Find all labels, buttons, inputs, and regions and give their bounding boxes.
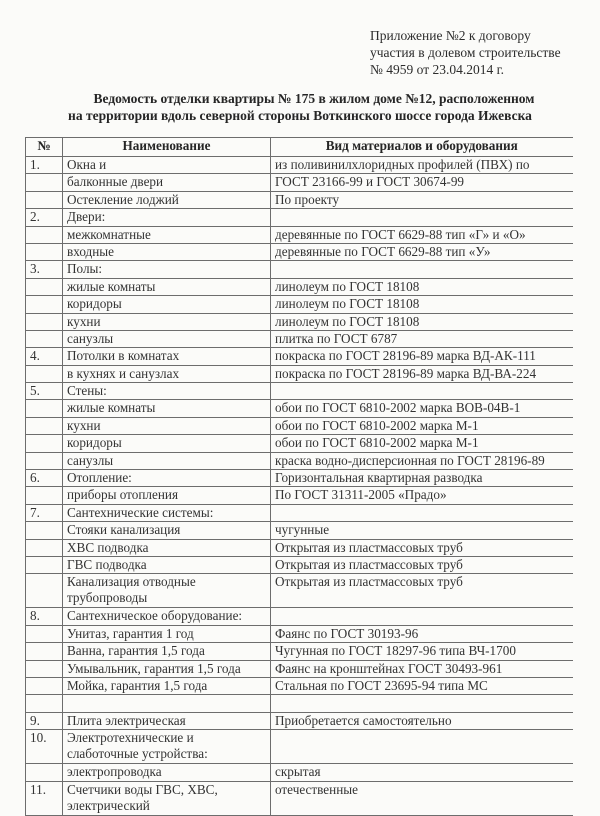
row-name: приборы отопления [63, 487, 271, 504]
row-name: входные [63, 243, 271, 260]
row-material: Открытая из пластмассовых труб [271, 574, 573, 608]
row-name: Окна и [63, 157, 271, 174]
table-row [26, 330, 573, 347]
row-material: Открытая из пластмассовых труб [271, 556, 573, 573]
table-row [26, 712, 573, 729]
finishing-schedule-table [25, 137, 573, 816]
appendix-note [370, 27, 561, 78]
appendix-line: № 4959 от 23.04.2014 г. [370, 62, 504, 77]
table-row [26, 243, 573, 260]
row-name: Полы: [63, 261, 271, 278]
row-material: Горизонтальная квартирная разводка [271, 470, 573, 487]
row-material [271, 383, 573, 400]
row-material: обои по ГОСТ 6810-2002 марка М-1 [271, 417, 573, 434]
table-row [26, 625, 573, 642]
row-name: Унитаз, гарантия 1 год [63, 625, 271, 642]
table-row [26, 452, 573, 469]
header-name: Наименование [63, 138, 271, 157]
table-row [26, 556, 573, 573]
row-material: Чугунная по ГОСТ 18297-96 типа ВЧ-1700 [271, 643, 573, 660]
row-material [271, 504, 573, 521]
table-row [26, 348, 573, 365]
row-number [26, 556, 63, 573]
table-row [26, 313, 573, 330]
row-number [26, 660, 63, 677]
table-row [26, 435, 573, 452]
row-name: Электротехнические и слаботочные устройства: [63, 730, 271, 764]
table-row [26, 643, 573, 660]
row-material: из поливинилхлоридных профилей (ПВХ) по [271, 157, 573, 174]
table-row [26, 781, 573, 815]
row-name: санузлы [63, 452, 271, 469]
row-number [26, 191, 63, 208]
row-material: деревянные по ГОСТ 6629-88 тип «У» [271, 243, 573, 260]
title-line-2: на территории вдоль северной стороны Воткинского шоссе города Ижевска [68, 108, 532, 123]
table-row [26, 470, 573, 487]
table-row [26, 504, 573, 521]
row-material: покраска по ГОСТ 28196-89 марка ВД-АК-111 [271, 348, 573, 365]
row-number [26, 174, 63, 191]
row-number: 4. [26, 348, 63, 365]
table-body [26, 157, 573, 816]
row-number [26, 278, 63, 295]
row-number [26, 677, 63, 694]
row-number [26, 365, 63, 382]
row-material [271, 730, 573, 764]
row-name: ГВС подводка [63, 556, 271, 573]
table-row [26, 383, 573, 400]
row-material: скрытая [271, 764, 573, 781]
table-row [26, 574, 573, 608]
row-number [26, 539, 63, 556]
table-row [26, 209, 573, 226]
row-name: Плита электрическая [63, 712, 271, 729]
row-material: обои по ГОСТ 6810-2002 марка ВОВ-04В-1 [271, 400, 573, 417]
row-number [26, 695, 63, 712]
table-header-row [26, 138, 573, 157]
row-number: 2. [26, 209, 63, 226]
row-number: 8. [26, 608, 63, 625]
row-number: 5. [26, 383, 63, 400]
row-name: санузлы [63, 330, 271, 347]
row-material: Приобретается самостоятельно [271, 712, 573, 729]
row-number: 7. [26, 504, 63, 521]
table-row [26, 261, 573, 278]
row-number [26, 625, 63, 642]
row-name: ХВС подводка [63, 539, 271, 556]
table-row [26, 764, 573, 781]
table-row [26, 730, 573, 764]
row-name: жилые комнаты [63, 278, 271, 295]
row-material: обои по ГОСТ 6810-2002 марка М-1 [271, 435, 573, 452]
row-material [271, 695, 573, 712]
row-material: линолеум по ГОСТ 18108 [271, 278, 573, 295]
row-material: Открытая из пластмассовых труб [271, 539, 573, 556]
row-name: кухни [63, 313, 271, 330]
row-name: Потолки в комнатах [63, 348, 271, 365]
table-row [26, 487, 573, 504]
row-number [26, 764, 63, 781]
row-name: Двери: [63, 209, 271, 226]
row-material: По ГОСТ 31311-2005 «Прадо» [271, 487, 573, 504]
row-number: 9. [26, 712, 63, 729]
row-material [271, 608, 573, 625]
appendix-line: участия в долевом строительстве [370, 45, 561, 60]
row-name: Сантехническое оборудование: [63, 608, 271, 625]
row-name: жилые комнаты [63, 400, 271, 417]
row-material: линолеум по ГОСТ 18108 [271, 313, 573, 330]
row-number [26, 313, 63, 330]
row-name: кухни [63, 417, 271, 434]
row-number [26, 522, 63, 539]
row-name: Канализация отводные трубопроводы [63, 574, 271, 608]
row-number: 10. [26, 730, 63, 764]
table-row [26, 157, 573, 174]
row-number: 11. [26, 781, 63, 815]
row-number [26, 643, 63, 660]
row-number [26, 296, 63, 313]
row-name: балконные двери [63, 174, 271, 191]
row-name: Ванна, гарантия 1,5 года [63, 643, 271, 660]
row-material: покраска по ГОСТ 28196-89 марка ВД-ВА-224 [271, 365, 573, 382]
row-number [26, 452, 63, 469]
header-material: Вид материалов и оборудования [271, 138, 573, 157]
table-row [26, 695, 573, 712]
title-line-1: Ведомость отделки квартиры № 175 в жилом доме №12, расположенном [93, 91, 535, 106]
row-material: Стальная по ГОСТ 23695-94 типа МС [271, 677, 573, 694]
row-material: ГОСТ 23166-99 и ГОСТ 30674-99 [271, 174, 573, 191]
row-name: Сантехнические системы: [63, 504, 271, 521]
table-row [26, 226, 573, 243]
table-row [26, 400, 573, 417]
row-name: Счетчики воды ГВС, ХВС, электрический [63, 781, 271, 815]
row-material: отечественные [271, 781, 573, 815]
row-name: Мойка, гарантия 1,5 года [63, 677, 271, 694]
row-material: линолеум по ГОСТ 18108 [271, 296, 573, 313]
row-number [26, 574, 63, 608]
table-row [26, 608, 573, 625]
row-name: электропроводка [63, 764, 271, 781]
row-name: Стояки канализация [63, 522, 271, 539]
row-name: в кухнях и санузлах [63, 365, 271, 382]
table-row [26, 539, 573, 556]
row-name: Остекление лоджий [63, 191, 271, 208]
row-number [26, 435, 63, 452]
row-name [63, 695, 271, 712]
row-number: 1. [26, 157, 63, 174]
row-material: По проекту [271, 191, 573, 208]
table-row [26, 365, 573, 382]
row-name: коридоры [63, 435, 271, 452]
table-row [26, 417, 573, 434]
row-material: чугунные [271, 522, 573, 539]
row-material: Фаянс по ГОСТ 30193-96 [271, 625, 573, 642]
row-name: Стены: [63, 383, 271, 400]
row-name: Отопление: [63, 470, 271, 487]
row-material: деревянные по ГОСТ 6629-88 тип «Г» и «О» [271, 226, 573, 243]
table-row [26, 278, 573, 295]
table-row [26, 174, 573, 191]
row-number [26, 226, 63, 243]
row-material: краска водно-дисперсионная по ГОСТ 28196-89 [271, 452, 573, 469]
row-name: коридоры [63, 296, 271, 313]
row-number: 6. [26, 470, 63, 487]
row-material [271, 261, 573, 278]
table-row [26, 191, 573, 208]
appendix-line: Приложение №2 к договору [370, 28, 531, 43]
document-title [0, 90, 600, 124]
row-material: плитка по ГОСТ 6787 [271, 330, 573, 347]
row-number [26, 417, 63, 434]
row-number: 3. [26, 261, 63, 278]
row-name: межкомнатные [63, 226, 271, 243]
header-number: № [26, 138, 63, 157]
row-material: Фаянс на кронштейнах ГОСТ 30493-961 [271, 660, 573, 677]
row-number [26, 243, 63, 260]
row-number [26, 330, 63, 347]
table-row [26, 522, 573, 539]
row-material [271, 209, 573, 226]
row-number [26, 487, 63, 504]
row-number [26, 400, 63, 417]
table-row [26, 660, 573, 677]
table-row [26, 296, 573, 313]
table-row [26, 677, 573, 694]
row-name: Умывальник, гарантия 1,5 года [63, 660, 271, 677]
